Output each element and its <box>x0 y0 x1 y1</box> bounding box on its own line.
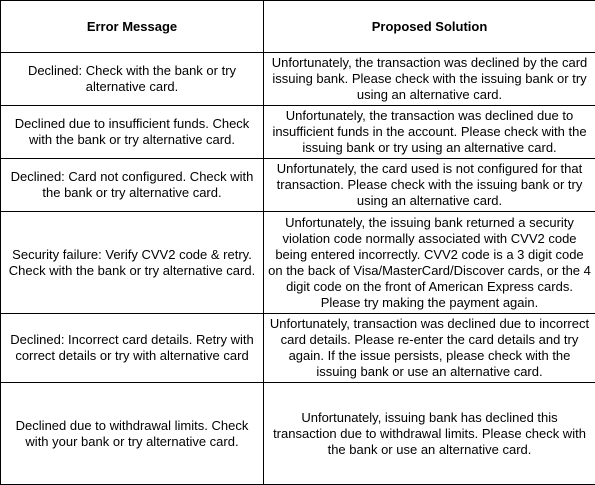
proposed-solution-cell: Unfortunately, the transaction was declined by the card issuing bank. Please check with the issuing bank or try using an alternative card. <box>264 53 595 106</box>
table-header-row <box>1 1 595 53</box>
error-message-cell: Declined: Card not configured. Check with the bank or try alternative card. <box>1 159 264 212</box>
table-row <box>1 314 595 383</box>
error-message-cell: Security failure: Verify CVV2 code & retry. Check with the bank or try alternative card. <box>1 212 264 314</box>
table-row <box>1 212 595 314</box>
proposed-solution-cell: Unfortunately, issuing bank has declined this transaction due to withdrawal limits. Please check with the bank or use an alternative card. <box>264 383 595 485</box>
proposed-solution-cell: Unfortunately, the issuing bank returned a security violation code normally associated with CVV2 code being entered incorrectly. CVV2 code is a 3 digit code on the back of Visa/MasterCard/Discover cards, or the 4 digit code on the front of American Express cards. Please try making the payment again. <box>264 212 595 314</box>
table-row <box>1 106 595 159</box>
error-message-header: Error Message <box>1 1 264 53</box>
error-message-cell: Declined due to insufficient funds. Check with the bank or try alternative card. <box>1 106 264 159</box>
proposed-solution-header: Proposed Solution <box>264 1 595 53</box>
proposed-solution-cell: Unfortunately, the card used is not configured for that transaction. Please check with the issuing bank or try using an alternative card. <box>264 159 595 212</box>
proposed-solution-cell: Unfortunately, transaction was declined due to incorrect card details. Please re-enter the card details and try again. If the issue persists, please check with the issuing bank or use an alternative card. <box>264 314 595 383</box>
error-message-cell: Declined: Check with the bank or try alternative card. <box>1 53 264 106</box>
error-message-cell: Declined: Incorrect card details. Retry with correct details or try with alternative card <box>1 314 264 383</box>
table-row <box>1 53 595 106</box>
proposed-solution-cell: Unfortunately, the transaction was declined due to insufficient funds in the account. Please check with the issuing bank or try using an alternative card. <box>264 106 595 159</box>
table-row <box>1 383 595 485</box>
error-message-cell: Declined due to withdrawal limits. Check with your bank or try alternative card. <box>1 383 264 485</box>
table-row <box>1 159 595 212</box>
